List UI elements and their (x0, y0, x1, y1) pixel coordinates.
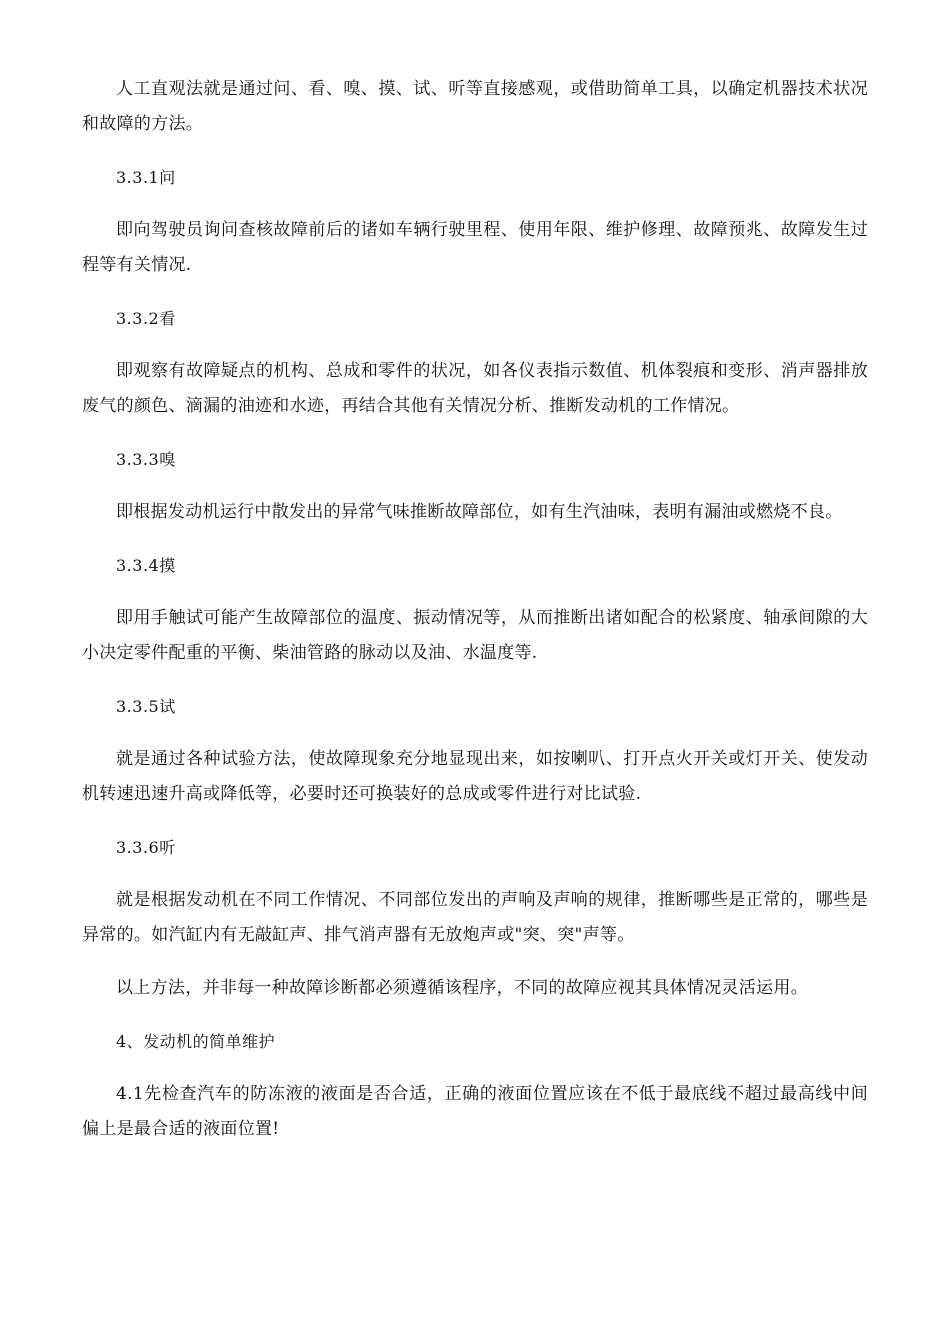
section-heading-listen: 3.3.6听 (116, 838, 176, 857)
paragraph-touch: 即用手触试可能产生故障部位的温度、振动情况等，从而推断出诸如配合的松紧度、轴承间隙的大小决定零件配重的平衡、柴油管路的脉动以及油、水温度等. (82, 608, 868, 663)
paragraph-intro: 人工直观法就是通过问、看、嗅、摸、试、听等直接感观，或借助简单工具，以确定机器技术状况和故障的方法。 (82, 79, 868, 134)
paragraph-antifreeze: 4.1先检查汽车的防冻液的液面是否合适，正确的液面位置应该在不低于最底线不超过最高线中间偏上是最合适的液面位置! (82, 1084, 868, 1139)
section-heading-touch: 3.3.4摸 (116, 556, 176, 575)
paragraph-test: 就是通过各种试验方法，使故障现象充分地显现出来，如按喇叭、打开点火开关或灯开关、使发动机转速迅速升高或降低等，必要时还可换装好的总成或零件进行对比试验. (82, 749, 868, 804)
paragraph-listen: 就是根据发动机在不同工作情况、不同部位发出的声响及声响的规律，推断哪些是正常的，哪些是异常的。如汽缸内有无敲缸声、排气消声器有无放炮声或"突、突"声等。 (82, 890, 868, 945)
paragraph-look: 即观察有故障疑点的机构、总成和零件的状况，如各仪表指示数值、机体裂痕和变形、消声器排放废气的颜色、滴漏的油迹和水迹，再结合其他有关情况分析、推断发动机的工作情况。 (82, 361, 868, 416)
paragraph-summary: 以上方法，并非每一种故障诊断都必须遵循该程序，不同的故障应视其具体情况灵活运用。 (116, 978, 808, 998)
section-heading-smell: 3.3.3嗅 (116, 450, 176, 469)
document-page (82, 72, 868, 1147)
section-heading-test: 3.3.5试 (116, 697, 176, 716)
section-heading-maintenance: 4、发动机的简单维护 (116, 1032, 276, 1051)
section-heading-ask: 3.3.1问 (116, 168, 176, 187)
paragraph-smell: 即根据发动机运行中散发出的异常气味推断故障部位，如有生汽油味，表明有漏油或燃烧不良。 (116, 502, 843, 522)
paragraph-ask: 即向驾驶员询问查核故障前后的诸如车辆行驶里程、使用年限、维护修理、故障预兆、故障发生过程等有关情况. (82, 220, 868, 275)
section-heading-look: 3.3.2看 (116, 309, 176, 328)
